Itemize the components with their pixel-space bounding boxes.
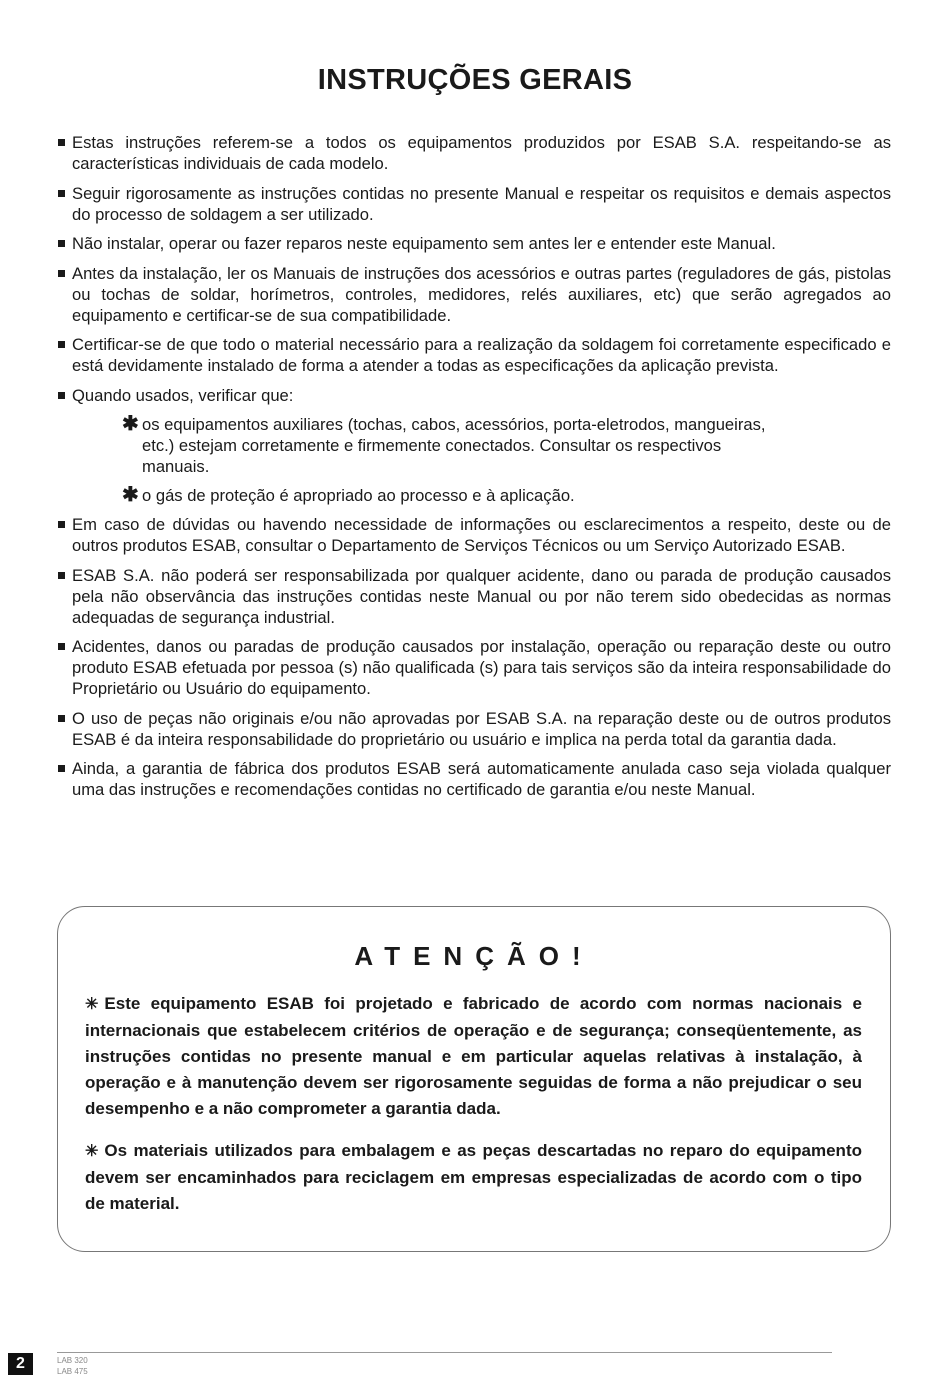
square-bullet-icon	[58, 341, 65, 348]
list-item-text: Estas instruções referem-se a todos os equipamentos produzidos por ESAB S.A. respeitando-se as características individuais de cada modelo.	[72, 133, 891, 173]
list-item	[58, 514, 891, 556]
square-bullet-icon	[58, 572, 65, 579]
square-bullet-icon	[58, 139, 65, 146]
list-item	[58, 565, 891, 628]
list-item	[58, 263, 891, 326]
sub-list-item	[122, 485, 767, 506]
square-bullet-icon	[58, 240, 65, 247]
page-title: INSTRUÇÕES GERAIS	[317, 64, 633, 96]
list-item-text: Certificar-se de que todo o material necessário para a realização da soldagem foi corretamente especificado e está devidamente instalado de forma a atender a todas as especificações da aplicação prevista.	[72, 335, 891, 375]
list-item-text: Seguir rigorosamente as instruções contidas no presente Manual e respeitar os requisitos e demais aspectos do processo de soldagem a ser utilizado.	[72, 183, 891, 224]
list-item	[58, 183, 891, 225]
list-item-text: O uso de peças não originais e/ou não aprovadas por ESAB S.A. na reparação deste ou de outros produtos ESAB é da inteira responsabilidade do proprietário ou usuário e implica na perda total da garantia dada.	[72, 708, 891, 749]
asterisk-bullet-icon: ✱	[122, 483, 139, 506]
list-item	[58, 233, 891, 254]
attention-paragraph	[85, 1138, 862, 1217]
sub-list-item-text: o gás de proteção é apropriado ao processo e à aplicação.	[142, 485, 575, 505]
list-item	[58, 708, 891, 750]
sub-list-item	[122, 414, 767, 477]
square-bullet-icon	[58, 715, 65, 722]
list-item-text: Em caso de dúvidas ou havendo necessidade de informações ou esclarecimentos a respeito, deste ou de outros produtos ESAB, consultar o Departamento de Serviços Técnicos ou um Serviço Autorizado ESAB.	[72, 515, 891, 555]
asterisk-icon: ✳	[85, 1143, 99, 1160]
square-bullet-icon	[58, 765, 65, 772]
square-bullet-icon	[58, 392, 65, 399]
list-item	[58, 132, 891, 174]
model-label: LAB 320	[57, 1356, 88, 1365]
page-number: 2	[8, 1353, 33, 1375]
asterisk-icon: ✳	[85, 996, 99, 1013]
model-list	[57, 1356, 88, 1377]
square-bullet-icon	[58, 643, 65, 650]
sub-list-item-text: os equipamentos auxiliares (tochas, cabos, acessórios, porta-eletrodos, mangueiras, etc.) estejam corretamente e firmemente conectados. Consultar os respectivos manuais.	[142, 414, 766, 476]
list-item-text: Ainda, a garantia de fábrica dos produtos ESAB será automaticamente anulada caso seja violada qualquer uma das instruções e recomendações contidas no certificado de garantia e/ou neste Manual.	[72, 759, 891, 799]
sub-list	[122, 414, 767, 506]
square-bullet-icon	[58, 270, 65, 277]
attention-paragraph	[85, 991, 862, 1122]
model-label: LAB 475	[57, 1366, 88, 1376]
attention-paragraph-text: Este equipamento ESAB foi projetado e fabricado de acordo com normas nacionais e internacionais que estabelecem critérios de operação e de segurança; conseqüentemente, as instruções contidas no presente manual e em particular aquelas relativas à instalação, à operação e à manutenção devem ser rigorosamente seguidas de forma a não prejudicar o seu desempenho e a não comprometer a garantia dada.	[85, 994, 862, 1118]
footer-divider	[57, 1352, 832, 1353]
square-bullet-icon	[58, 521, 65, 528]
list-item	[58, 334, 891, 376]
attention-paragraph-text: Os materiais utilizados para embalagem e as peças descartadas no reparo do equipamento devem ser encaminhados para reciclagem em empresas especializadas de acordo com o tipo de material.	[85, 1141, 862, 1213]
asterisk-bullet-icon: ✱	[122, 412, 139, 435]
list-item-text: Não instalar, operar ou fazer reparos neste equipamento sem antes ler e entender este Manual.	[72, 234, 776, 253]
attention-title: ATENÇÃO!	[354, 941, 594, 971]
list-item-text: Antes da instalação, ler os Manuais de instruções dos acessórios e outras partes (reguladores de gás, pistolas ou tochas de soldar, horímetros, controles, medidores, relés auxiliares, etc) que serão agregados ao equipamento e certificar-se de sua compatibilidade.	[72, 263, 891, 325]
list-item-text: Quando usados, verificar que:	[72, 385, 294, 405]
attention-box	[57, 906, 891, 1252]
square-bullet-icon	[58, 190, 65, 197]
list-item-text: ESAB S.A. não poderá ser responsabilizada por qualquer acidente, dano ou parada de produção causados pela não observância das instruções contidas neste Manual ou por não terem sido obedecidas as normas adequadas de segurança industrial.	[72, 565, 891, 627]
instructions-list	[58, 132, 891, 809]
list-item	[58, 385, 891, 506]
list-item	[58, 636, 891, 699]
list-item-text: Acidentes, danos ou paradas de produção causados por instalação, operação ou reparação deste ou outro produto ESAB efetuada por pessoa (s) não qualificada (s) para tais serviços são da inteira responsabilidade do Proprietário ou Usuário do equipamento.	[72, 637, 891, 698]
list-item	[58, 758, 891, 800]
